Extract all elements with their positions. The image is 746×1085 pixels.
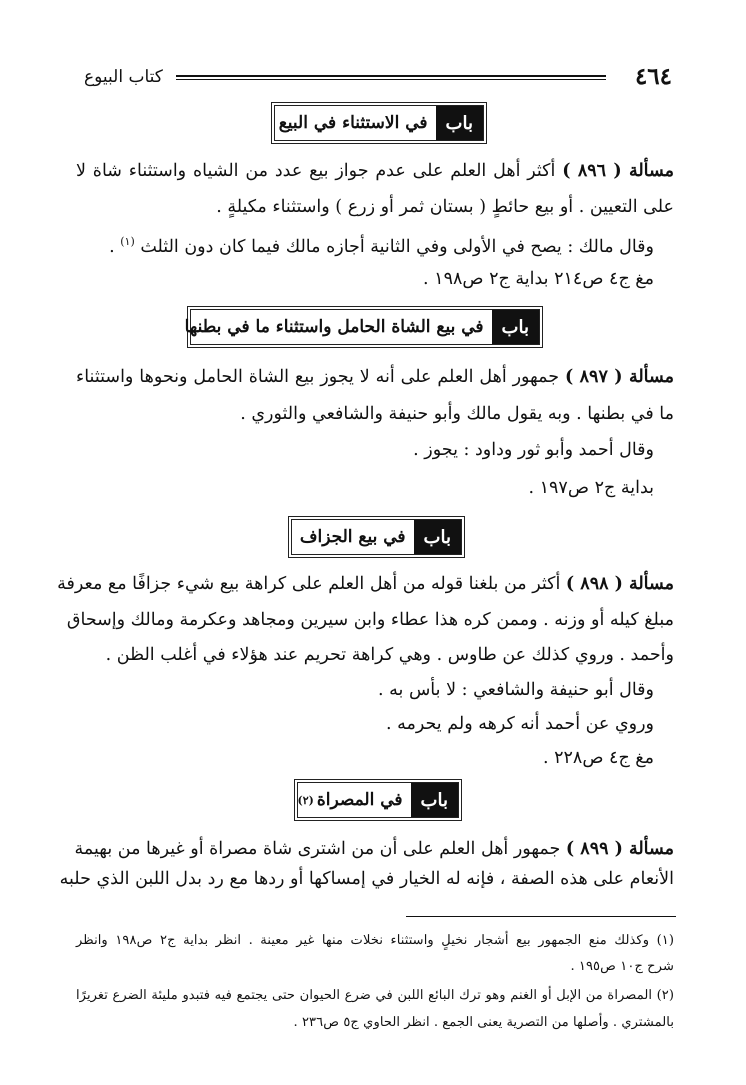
text-segment: جمهور أهل العلم على أنه لا يجوز بيع الشاة الحامل ونحوها واستثناء bbox=[76, 367, 565, 387]
footnote-separator bbox=[406, 916, 676, 917]
text-line: على التعيين . أو بيع حائطٍ ( بستان ثمر أو زرع ) واستثناء مكيلةٍ . bbox=[216, 197, 674, 217]
chapter-heading bbox=[184, 309, 540, 345]
text-line: وقال أحمد وأبو ثور وداود : يجوز . bbox=[413, 440, 654, 460]
text-line: الأنعام على هذه الصفة ، فإنه له الخيار في إمساكها أو ردها مع رد بدل اللبن الذي حلبه bbox=[59, 869, 674, 889]
chapter-heading bbox=[297, 782, 459, 818]
reference-line: بداية ج٢ ص١٩٧ . bbox=[528, 478, 654, 498]
text-line: وقال أبو حنيفة والشافعي : لا بأس به . bbox=[378, 680, 654, 700]
issue-number: مسألة ( ٨٩٧ ) bbox=[564, 367, 675, 387]
text-segment: أكثر من بلغنا قوله من أهل العلم على كراهة بيع شيء جزافًا مع معرفة bbox=[57, 574, 566, 594]
page-number: ٤٦٤ bbox=[634, 63, 672, 90]
text-line bbox=[76, 227, 654, 262]
footnote-ref: (٢) bbox=[297, 793, 314, 807]
text-segment: جمهور أهل العلم على أن من اشترى شاة مصراة أو غيرها من بهيمة bbox=[74, 839, 566, 859]
chapter-heading bbox=[274, 105, 484, 141]
chapter-title-text: في المصراة bbox=[316, 790, 403, 810]
text-segment: وقال مالك : يصح في الأولى وفي الثانية أجازه مالك فيما كان دون الثلث bbox=[134, 236, 654, 257]
footnote-ref: (١) bbox=[120, 235, 135, 248]
chapter-title: في الاستثناء في البيع bbox=[278, 113, 428, 133]
chapter-label: باب bbox=[436, 106, 483, 140]
footnote-line: بالمشتري . وأصلها من التصرية يعنى الجمع . انظر الحاوي ج٥ ص٢٣٦ . bbox=[293, 1015, 674, 1030]
chapter-label: باب bbox=[411, 783, 458, 817]
text-line: وأحمد . وروي كذلك عن طاوس . وهي كراهة تحريم عند هؤلاء في أغلب الظن . bbox=[105, 645, 674, 665]
chapter-title bbox=[285, 783, 410, 817]
chapter-label: باب bbox=[414, 520, 461, 554]
footnote-line: (٢) المصراة من الإبل أو الغنم وهو ترك البائع اللبن في ضرع الحيوان حتى يجتمع فيه فتبدو مليئة الضرع تغريرًا bbox=[76, 988, 674, 1003]
issue-number: مسألة ( ٨٩٨ ) bbox=[565, 574, 674, 594]
chapter-heading bbox=[291, 519, 462, 555]
footnote-line: شرح ج١٠ ص١٩٥ . bbox=[570, 959, 674, 974]
text-line: ما في بطنها . وبه يقول مالك وأبو حنيفة والشافعي والثوري . bbox=[240, 404, 674, 424]
footnote-line: (١) وكذلك منع الجمهور بيع أشجار نخيلٍ واستثناء نخلات منها غير معينة . انظر بداية ج٢ ص١٩٨ وانظر bbox=[76, 933, 674, 948]
chapter-title: في بيع الشاة الحامل واستثناء ما في بطنها bbox=[184, 317, 484, 337]
text-line bbox=[76, 834, 674, 864]
issue-number: مسألة ( ٨٩٩ ) bbox=[565, 839, 674, 859]
text-line bbox=[76, 156, 674, 186]
running-header bbox=[84, 62, 672, 94]
running-title: كتاب البيوع bbox=[84, 67, 163, 87]
text-segment: أكثر أهل العلم على عدم جواز بيع عدد من الشياه واستثناء شاة لا bbox=[76, 161, 563, 181]
chapter-label: باب bbox=[492, 310, 539, 344]
text-segment: . bbox=[109, 236, 121, 257]
reference-line: مغ ج٤ ص٢٢٨ . bbox=[542, 748, 654, 768]
issue-number: مسألة ( ٨٩٦ ) bbox=[562, 161, 675, 181]
chapter-title: في بيع الجزاف bbox=[299, 527, 406, 547]
text-line: وروي عن أحمد أنه كرهه ولم يحرمه . bbox=[385, 714, 654, 734]
header-rule bbox=[176, 75, 606, 80]
text-line bbox=[76, 362, 674, 392]
text-line bbox=[57, 569, 674, 599]
reference-line: مغ ج٤ ص٢١٤ بداية ج٢ ص١٩٨ . bbox=[423, 269, 654, 289]
text-line: مبلغ كيله أو وزنه . وممن كره هذا عطاء وابن سيرين ومجاهد وعكرمة ومالك وإسحاق bbox=[66, 610, 674, 630]
